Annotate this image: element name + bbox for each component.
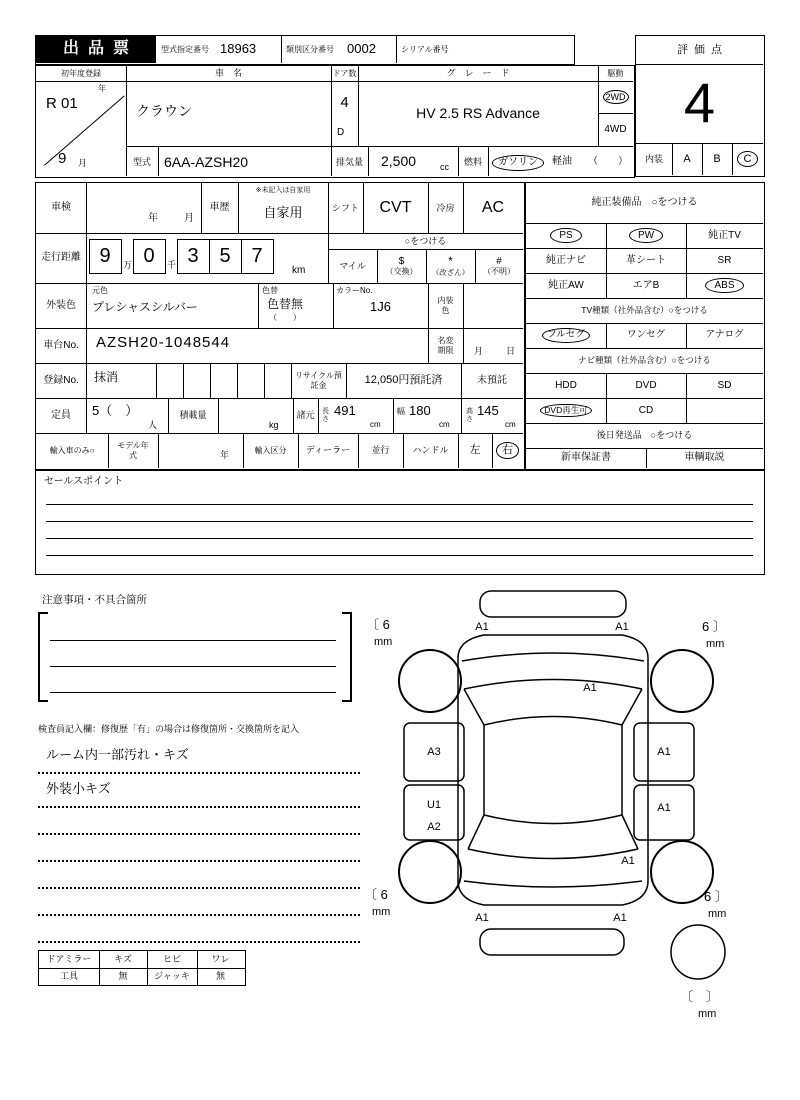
divider	[264, 363, 265, 398]
divider	[463, 328, 464, 363]
tread-unit: mm	[374, 636, 393, 648]
damage-mark: A1	[613, 912, 627, 924]
main-info-table	[35, 65, 635, 178]
divider	[36, 398, 523, 399]
class-no-value: 0002	[347, 41, 376, 56]
width-unit: cm	[439, 420, 450, 429]
model-code-label: 型式	[132, 157, 151, 168]
c-pillars	[468, 815, 638, 849]
first-registration-year-unit: 年	[98, 84, 106, 93]
aircon-value: AC	[481, 198, 505, 216]
history-note: ※未記入は自家用	[255, 187, 311, 195]
writing-line	[38, 772, 360, 774]
equipment-pw-selected	[606, 223, 686, 248]
tread-unit: mm	[698, 1008, 717, 1020]
color-change-value: 色替無	[267, 297, 304, 311]
capacity-label: 定員	[51, 409, 71, 421]
door-mirror-label: ドアミラー	[46, 954, 92, 965]
load-unit: kg	[269, 420, 279, 430]
navi-hdd: HDD	[555, 379, 577, 391]
registration-no-label: 登録No.	[43, 374, 79, 386]
mileage-digit: 5	[219, 244, 231, 267]
model-year-label-text: モデル年式	[117, 440, 149, 460]
selected-circle-mark: C	[737, 151, 759, 168]
hood-line	[462, 653, 644, 661]
shaken-year-unit: 年	[148, 213, 158, 224]
rear-left-wheel	[399, 841, 461, 903]
tread-depth-rear-left: 〔 6	[364, 887, 388, 902]
mark-symbol: $	[398, 255, 405, 267]
writing-line	[38, 833, 360, 835]
bracket-left	[38, 612, 48, 702]
divider	[461, 398, 462, 433]
model-designation-no-label: 型式指定番号	[161, 45, 209, 54]
jack-value: 無	[215, 970, 225, 981]
mileage-digit-box	[133, 239, 166, 274]
mileage-mark-exchanged	[377, 249, 426, 283]
damage-mark: A1	[657, 746, 671, 758]
windshield-base-line	[464, 680, 642, 690]
writing-line	[50, 666, 336, 667]
class-no-label: 類別区分番号	[286, 45, 334, 54]
scratch-label: キズ	[114, 954, 132, 965]
owners-manual: 車輌取説	[684, 452, 725, 464]
recycle-deposit-label	[291, 363, 346, 398]
damage-mark: A1	[475, 621, 489, 633]
selected-circle-mark: フルセグ	[542, 328, 590, 343]
equipment-airbag: エアB	[632, 279, 660, 291]
first-registration-month: 9	[58, 150, 67, 167]
equipment-genuine-aw: 純正AW	[548, 279, 584, 291]
capacity-value: 5（ ）	[92, 403, 139, 418]
tv-oneseg: ワンセグ	[626, 329, 665, 341]
drive-option-4wd: 4WD	[604, 123, 627, 135]
car-body-outline	[458, 635, 648, 905]
notes-title: 注意事項・不具合箇所	[42, 594, 147, 606]
name-change-month-unit: 月	[474, 346, 484, 356]
serial-no-label: シリアル番号	[401, 45, 449, 54]
tread-unit: mm	[706, 638, 725, 650]
name-change-deadline-text: 名変期限	[437, 335, 454, 355]
writing-line	[38, 887, 360, 889]
jack-label: ジャッキ	[154, 970, 190, 981]
mark-symbol: *	[448, 253, 453, 268]
tread-depth-rear-right: 6 〕	[704, 889, 728, 904]
aircon-label: 冷房	[436, 202, 455, 213]
evaluation-label: 評価点	[677, 43, 728, 56]
import-dealer-label: ディーラー	[305, 445, 351, 456]
rear-glass-top-line	[484, 815, 622, 824]
mileage-digit-box	[89, 239, 122, 274]
selected-circle-mark: PW	[629, 228, 663, 244]
tread-unit: mm	[708, 908, 727, 920]
media-cd: CD	[638, 404, 654, 416]
inspector-note: 検査員記入欄：修復歴「有」の場合は修復箇所・交換箇所を記入	[38, 724, 300, 734]
original-color-label: 元色	[92, 286, 108, 295]
mileage-label: 走行距離	[41, 252, 81, 264]
capacity-unit: 人	[148, 420, 158, 430]
mileage-digit: 7	[251, 244, 263, 267]
length-value: 491	[334, 403, 356, 418]
interior-grade-b: B	[713, 152, 721, 165]
tv-type-header: TV種類（社外品含む）○をつける	[581, 304, 708, 315]
mark-symbol: マイル	[339, 260, 366, 271]
displacement-unit: cc	[440, 162, 449, 172]
selected-circle-mark: DVD再生可	[540, 404, 591, 418]
writing-line	[38, 941, 360, 943]
tread-depth-spare: 〔 〕	[680, 989, 720, 1004]
model-code-value: 6AA-AZSH20	[164, 154, 249, 170]
interior-grade-a: A	[683, 152, 691, 165]
width-label: 幅	[397, 407, 405, 416]
divider	[237, 363, 238, 398]
dimensions-label: 諸元	[296, 410, 315, 421]
divider	[368, 146, 369, 176]
import-parallel-label: 並行	[371, 445, 390, 456]
equipment-genuine-tv: 純正TV	[708, 229, 741, 241]
import-class-label: 輸入区分	[254, 445, 287, 455]
mirror-tools-table	[38, 950, 246, 986]
fuel-label: 燃料	[463, 157, 482, 168]
color-no-label: カラーNo.	[336, 286, 373, 295]
form-title: 出品票	[36, 36, 156, 63]
doors-value: 4	[340, 94, 349, 112]
a-pillars	[464, 689, 642, 725]
mark-caption: （交換）	[385, 267, 418, 277]
header-strip	[35, 35, 575, 65]
break-label: ワレ	[211, 954, 230, 965]
equipment-sunroof: SR	[717, 254, 732, 266]
handle-label: ハンドル	[412, 445, 449, 456]
displacement-label: 排気量	[335, 157, 363, 168]
import-only-label: 輸入車のみ○	[49, 445, 95, 455]
tread-depth-front-left: 〔 6	[366, 617, 390, 632]
navi-type-header: ナビ種類（社外品含む）○をつける	[578, 354, 711, 365]
mileage-digit-box	[241, 239, 274, 274]
evaluation-box	[635, 35, 765, 177]
name-change-deadline-label	[428, 328, 463, 363]
load-label: 積載量	[179, 410, 207, 421]
mark-caption: （改ざん）	[431, 267, 470, 277]
first-registration-month-unit: 月	[78, 158, 88, 168]
first-registration-era-year: R 01	[46, 95, 78, 112]
length-unit: cm	[370, 420, 381, 429]
divider	[393, 398, 394, 433]
color-change-paren: （ ）	[269, 313, 301, 322]
height-unit: cm	[505, 420, 516, 429]
drive-label: 駆動	[607, 68, 624, 78]
spare-tire-outline	[671, 925, 725, 979]
shift-label: シフト	[331, 202, 359, 213]
divider	[158, 146, 159, 176]
exterior-color-label: 外装色	[46, 299, 76, 311]
mileage-digit-box	[177, 239, 210, 274]
height-label-text: 高さ	[466, 407, 473, 423]
tv-fullseg-selected	[526, 323, 606, 348]
mileage-unit: km	[292, 265, 306, 276]
model-designation-no-value: 18963	[220, 41, 257, 56]
damage-mark: A1	[621, 855, 635, 867]
roof-side-lines	[484, 725, 622, 815]
divider	[156, 363, 157, 398]
media-dvd-playable-selected	[526, 398, 606, 423]
tools-label: 工具	[59, 970, 78, 981]
equipment-leather-seat: 革シート	[626, 254, 666, 266]
original-color-value: プレシャスシルバー	[92, 300, 198, 314]
trunk-line	[464, 881, 642, 887]
divider	[126, 146, 633, 147]
equipment-table	[525, 182, 765, 470]
equipment-header: 純正装備品 ○をつける	[591, 197, 698, 209]
sales-point-label: セールスポイント	[44, 476, 124, 487]
fuel-option-gasoline-selected	[492, 152, 544, 171]
tread-unit: mm	[372, 906, 391, 918]
divider	[258, 283, 259, 328]
writing-line	[38, 806, 360, 808]
rear-glass-base-line	[468, 849, 638, 859]
tools-value: 無	[118, 970, 128, 981]
equipment-genuine-navi: 純正ナビ	[546, 254, 586, 266]
front-right-wheel	[651, 650, 713, 712]
name-change-day-unit: 日	[506, 346, 516, 356]
front-left-wheel	[399, 650, 461, 712]
damage-mark: A3	[427, 746, 441, 758]
crack-label: ヒビ	[162, 954, 181, 965]
mileage-digit-box	[209, 239, 242, 274]
divider	[488, 146, 489, 176]
damage-mark: A1	[475, 912, 489, 924]
divider	[158, 433, 159, 468]
recycle-not-deposited-label: 未預託	[477, 374, 507, 386]
car-name-label: 車 名	[214, 68, 242, 79]
damage-mark: A1	[657, 802, 671, 814]
writing-line	[46, 555, 753, 556]
model-year-label	[108, 433, 158, 468]
chassis-no-label: 車台No.	[43, 339, 79, 351]
sales-point-section	[35, 470, 765, 575]
width-value: 180	[409, 403, 431, 418]
divider	[183, 363, 184, 398]
recycle-deposit-value: 12,050円預託済	[364, 374, 443, 387]
evaluation-score: 4	[683, 71, 716, 135]
selected-circle-mark: ABS	[705, 278, 743, 294]
defect-note-1: ルーム内一部汚れ・キズ	[46, 747, 189, 762]
color-no-value: 1J6	[370, 298, 391, 314]
handle-right-option-selected	[492, 433, 523, 468]
length-label-text: 長さ	[322, 407, 329, 423]
damage-mark: U1	[426, 799, 442, 811]
height-value: 145	[477, 403, 499, 418]
tv-analog: アナログ	[705, 329, 744, 341]
divider	[463, 283, 464, 328]
selected-circle-mark: ガソリン	[492, 155, 544, 171]
writing-line	[50, 692, 336, 693]
divider	[396, 36, 397, 63]
damage-mark: A1	[615, 621, 629, 633]
selected-circle-mark: 2WD	[603, 90, 629, 104]
history-value: 自家用	[263, 204, 303, 220]
length-label	[319, 401, 332, 431]
rear-bumper-outline	[480, 929, 624, 955]
divider	[210, 363, 211, 398]
model-year-unit: 年	[220, 450, 230, 460]
writing-line	[50, 640, 336, 641]
navi-dvd: DVD	[635, 379, 657, 391]
defect-note-2: 外装小キズ	[46, 781, 111, 796]
mileage-digit: 9	[99, 244, 111, 267]
doors-label: ドア数	[332, 68, 357, 78]
grade-label: グ レ ー ド	[446, 68, 510, 79]
registration-status-value: 抹消	[94, 370, 119, 384]
new-car-warranty-book: 新車保証書	[561, 452, 611, 464]
color-change-label: 色替	[262, 286, 278, 295]
front-bumper-outline	[480, 591, 626, 617]
height-label	[463, 401, 476, 431]
interior-grade-label: 内装	[644, 153, 663, 164]
shift-value: CVT	[379, 198, 412, 216]
mileage-mark-altered	[426, 249, 475, 283]
chassis-no-value: AZSH20-1048544	[96, 334, 231, 351]
displacement-value: 2,500	[381, 153, 417, 169]
car-name-value: クラウン	[136, 103, 192, 119]
interior-color-label	[428, 283, 463, 328]
divider	[218, 398, 219, 433]
damage-mark: A2	[427, 821, 441, 833]
drive-option-2wd-selected	[598, 81, 633, 113]
tread-depth-front-right: 6 〕	[702, 619, 726, 634]
first-registration-label: 初年度登録	[61, 68, 101, 78]
mileage-sen-unit: 千	[167, 260, 177, 270]
equipment-abs-selected	[686, 273, 763, 298]
windshield-top-line	[484, 717, 622, 726]
fuel-other-paren: （ ）	[588, 156, 628, 167]
divider	[86, 183, 87, 433]
handle-left-option: 左	[469, 444, 481, 457]
mileage-mark-unknown	[475, 249, 523, 283]
interior-color-label-text: 内装色	[437, 295, 454, 315]
mileage-digit: 0	[143, 244, 155, 267]
writing-line	[46, 521, 753, 522]
writing-line	[46, 538, 753, 539]
damage-mark: A1	[583, 682, 597, 694]
recycle-deposit-label-text: リサイクル預託金	[295, 370, 342, 390]
grade-value: HV 2.5 RS Advance	[416, 105, 540, 122]
navi-sd: SD	[717, 379, 732, 391]
writing-line	[46, 504, 753, 505]
selected-circle-mark: 右	[496, 442, 519, 459]
mark-caption: （不明）	[483, 267, 515, 277]
mileage-digit: 3	[187, 244, 199, 267]
interior-grade-c-selected	[732, 143, 763, 175]
history-label: 車歴	[209, 202, 230, 214]
writing-line	[38, 860, 360, 862]
damage-diagram	[358, 583, 770, 1053]
doors-sub: D	[337, 127, 345, 138]
later-shipment-header: 後日発送品 ○をつける	[596, 430, 693, 441]
details-table	[35, 182, 525, 470]
writing-line	[38, 914, 360, 916]
mileage-mark-header: ○をつける	[404, 236, 447, 247]
equipment-ps-selected	[526, 223, 606, 248]
mark-symbol: #	[496, 255, 502, 267]
bracket-right	[342, 612, 352, 702]
divider	[36, 233, 523, 234]
selected-circle-mark: PS	[550, 228, 581, 244]
divider	[281, 36, 282, 63]
fuel-option-diesel: 軽油	[552, 156, 572, 167]
shaken-month-unit: 月	[184, 213, 194, 224]
mileage-mark-mile	[328, 249, 377, 283]
mileage-man-unit: 万	[123, 260, 133, 270]
shaken-label: 車検	[51, 202, 71, 214]
